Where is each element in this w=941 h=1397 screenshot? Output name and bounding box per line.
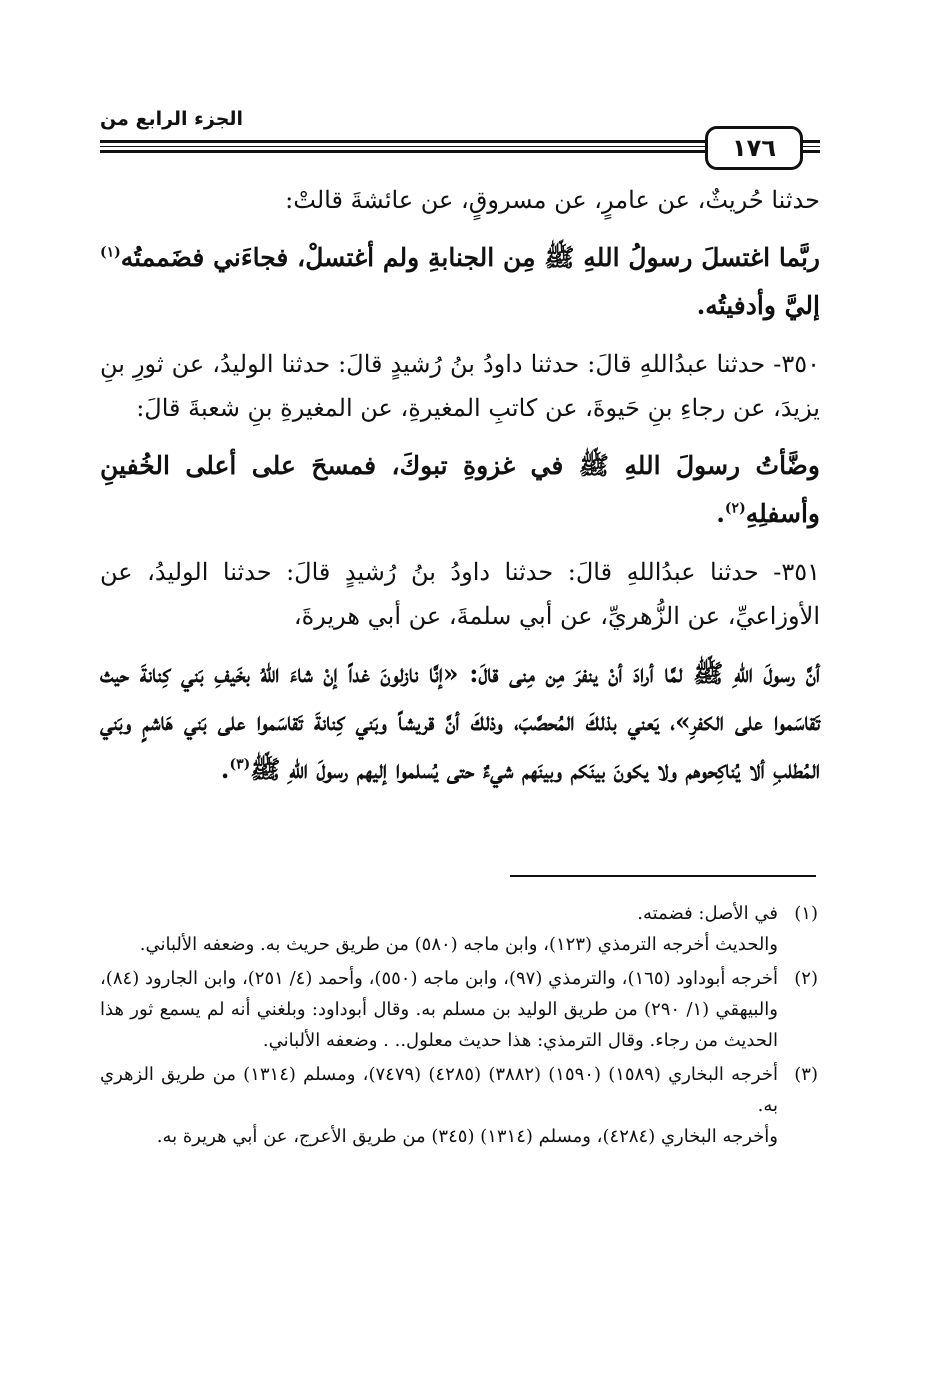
hadith-text xyxy=(100,442,820,538)
hadith-text xyxy=(100,234,820,330)
hadith-body: ربَّما اغتسلَ رسولُ اللهِ ﷺ مِن الجنابةِ ولم أغتسلْ، فجاءَني فضَممتُه xyxy=(120,243,820,272)
footnote-line: في الأصل: فضمته. xyxy=(637,903,778,924)
footnote-text xyxy=(100,898,778,960)
narration-chain: ٣٥٠- حدثنا عبدُاللهِ قالَ: حدثنا داودُ بنُ رُشيدٍ قالَ: حدثنا الوليدُ، عن ثورِ بنِ يزيدَ، عن رجاءِ بنِ حَيوةَ، عن كاتبِ المغيرةِ، عن المغيرةِ بنِ شعبةَ قالَ: xyxy=(100,350,820,422)
footnote-number: (٢) xyxy=(794,968,818,989)
hadith-text xyxy=(100,650,820,794)
footnote-ref: (٣) xyxy=(229,756,251,773)
footnote-ref: (١) xyxy=(100,244,121,261)
footnote-ref: (٢) xyxy=(724,500,746,517)
footnote-text xyxy=(100,1059,778,1152)
footnote-line: أخرجه البخاري (١٥٨٩) (١٥٩٠) (٣٨٨٢) (٤٢٨٥) (٧٤٧٩)، ومسلم (١٣١٤) من طريق الزهري به. xyxy=(100,1064,778,1116)
narration-chain: حدثنا حُريثٌ، عن عامرٍ، عن مسروقٍ، عن عائشةَ قالتْ: xyxy=(285,186,820,214)
hadith-body-tail: إليَّ وأدفيتُه. xyxy=(696,291,820,320)
footnote xyxy=(100,1059,818,1152)
main-text xyxy=(100,178,820,806)
footnote-number: (١) xyxy=(794,903,818,924)
footnote xyxy=(100,963,818,1056)
footnote-line: وأخرجه البخاري (٤٢٨٤)، ومسلم (١٣١٤) (٣٤٥) من طريق الأعرج، عن أبي هريرة به. xyxy=(156,1126,778,1147)
footnote-line: أخرجه أبوداود (١٦٥)، والترمذي (٩٧)، وابن ماجه (٥٥٠)، وأحمد (٤/ ٢٥١)، وابن الجارود (٨٤)، والبيهقي (١/ ٢٩٠) من طريق الوليد بن مسلم به. وقال أبوداود: وبلغني أنه لم يسمع ثور هذا الحديث من رجاء. وقال الترمذي: هذا حديث معلول.. . وضعفه الألباني. xyxy=(100,968,778,1051)
narration-chain: ٣٥١- حدثنا عبدُاللهِ قالَ: حدثنا داودُ بنُ رُشيدٍ قالَ: حدثنا الوليدُ، عن الأوزاعيِّ، عن الزُّهريِّ، عن أبي سلمةَ، عن أبي هريرةَ، xyxy=(100,558,820,630)
footnote-separator xyxy=(510,875,816,877)
hadith-body-tail: . xyxy=(220,755,230,784)
hadith-body: أنَّ رسولَ اللهِ ﷺ لمَّا أرادَ أنْ ينفرَ مِن مِنى قالَ: «إنَّا نازلونَ غداً إنْ شاءَ اللهُ بخَيفِ بَني كِنانةَ حيث تَقاسَموا على الكفرِ»، يَعني بذلكَ المُحصَّبَ، وذلكَ أنَّ قريشاً وبَني كِنانةَ تَقاسَموا على بَني هَاشمٍ وبَني المُطلبِ ألا يُناكِحوهم ولا يكونَ بينَكم وبينَهم شيءٌ حتى يُسلموا إليهم رسولَ اللهِ ﷺ xyxy=(100,659,820,784)
page-number: ١٧٦ xyxy=(705,126,803,170)
hadith-body: وضَّأتُ رسولَ اللهِ ﷺ في غزوةِ تبوكَ، فمسحَ على أعلى الخُفينِ وأسفلِهِ xyxy=(100,451,820,528)
footnote xyxy=(100,898,818,960)
footnotes xyxy=(100,898,818,1155)
hadith-body-tail: . xyxy=(716,499,725,528)
running-title: الجزء الرابع من xyxy=(100,108,244,130)
footnote-line: والحديث أخرجه الترمذي (١٢٣)، وابن ماجه (٥٨٠) من طريق حريث به. وضعفه الألباني. xyxy=(139,934,778,955)
footnote-number: (٣) xyxy=(794,1064,818,1085)
footnote-text xyxy=(100,963,778,1056)
